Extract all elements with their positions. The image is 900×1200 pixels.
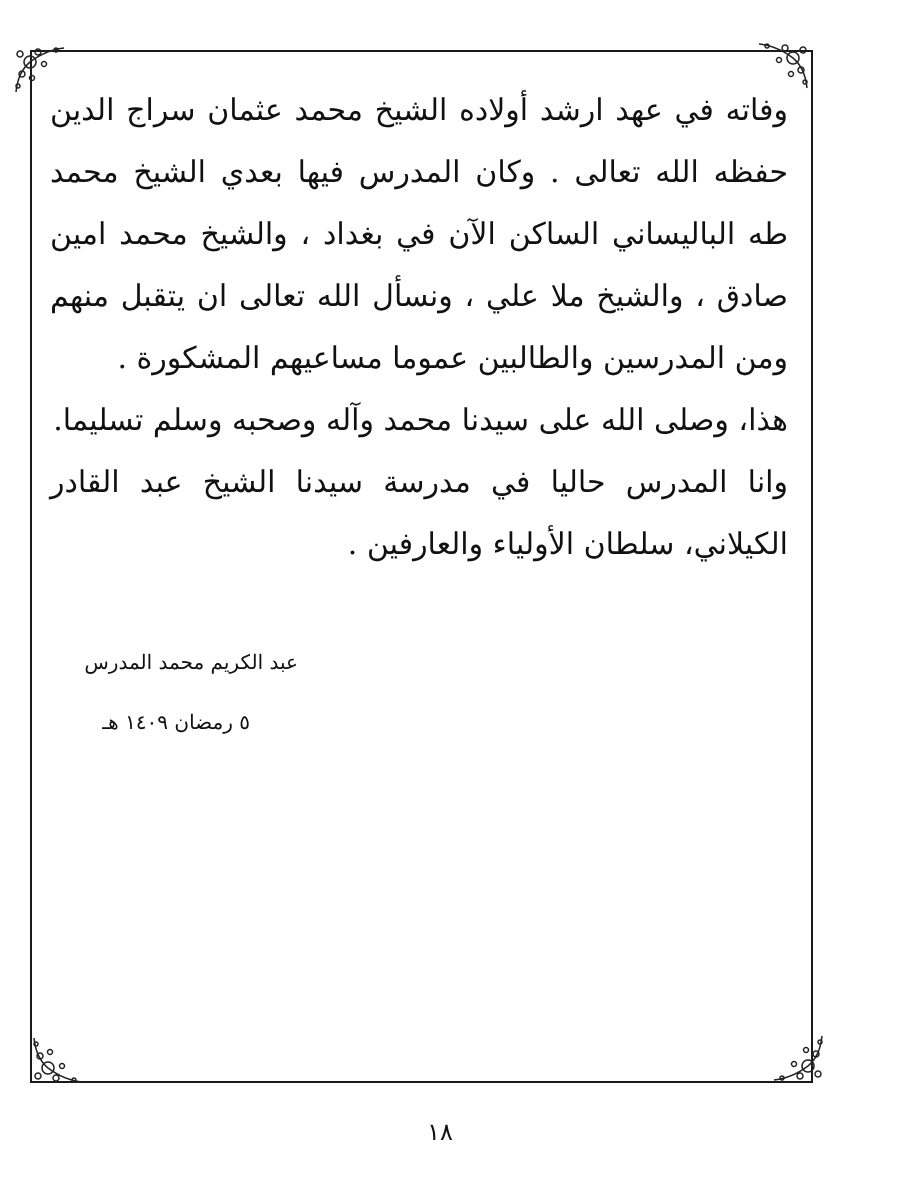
paragraph-1: وفاته في عهد ارشد أولاده الشيخ محمد عثمان سراج الدين حفظه الله تعالى . وكان المدرس فيها بعدي الشيخ محمد طه الباليساني الساكن الآن في بغداد ، والشيخ محمد امين صادق ، والشيخ ملا علي ، ونسأل الله تعالى ان يتقبل منهم ومن المدرسين والطالبين عموما مساعيهم المشكورة . xyxy=(50,93,788,376)
floral-corner-ornament-icon xyxy=(770,1028,828,1086)
page-number: ١٨ xyxy=(427,1118,453,1146)
body-text xyxy=(50,80,788,576)
paragraph-3: وانا المدرس حاليا في مدرسة سيدنا الشيخ عبد القادر الكيلاني، سلطان الأولياء والعارفين . xyxy=(50,465,788,562)
paragraph-2: هذا، وصلى الله على سيدنا محمد وآله وصحبه وسلم تسليما. xyxy=(53,403,788,438)
author-signature: عبد الكريم محمد المدرس xyxy=(84,650,298,674)
signature-date: ٥ رمضان ١٤٠٩ هـ xyxy=(102,710,250,734)
floral-corner-ornament-icon xyxy=(28,1030,86,1088)
